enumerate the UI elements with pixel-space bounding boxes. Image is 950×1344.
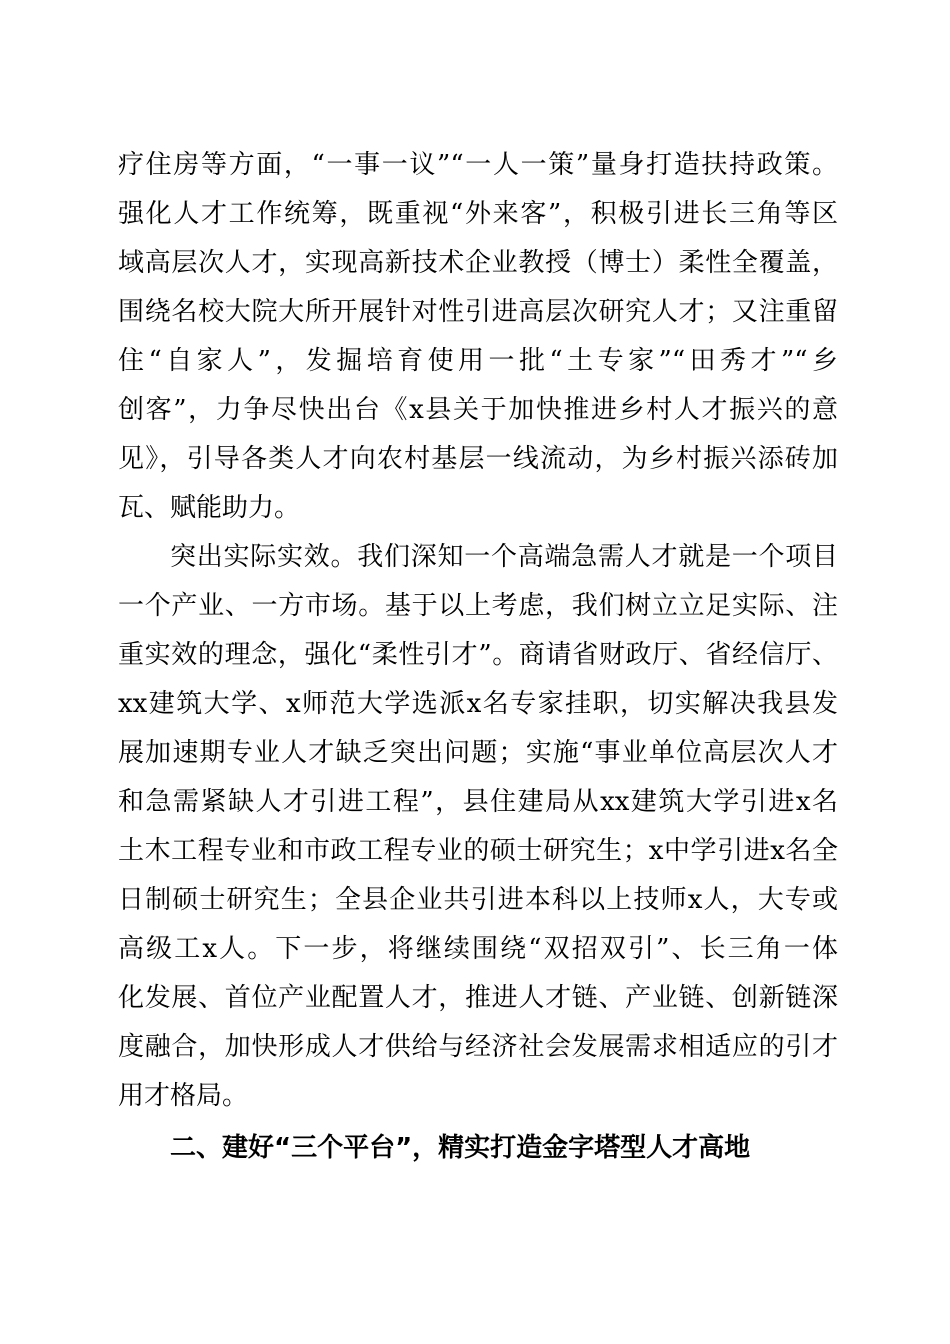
paragraph-2-line-7: 土木工程专业和市政工程专业的硕士研究生；x中学引进x名全 [118, 836, 838, 866]
paragraph-2-line-1: 突出实际实效。我们深知一个高端急需人才就是一个项目 [170, 542, 838, 572]
paragraph-2-line-10: 化发展、首位产业配置人才，推进人才链、产业链、创新链深 [118, 983, 838, 1013]
section-heading: 二、建好“三个平台”，精实打造金字塔型人才高地 [170, 1133, 751, 1163]
paragraph-2-line-4: xx建筑大学、x师范大学选派x名专家挂职，切实解决我县发 [118, 689, 838, 719]
paragraph-2-line-9: 高级工x人。下一步，将继续围绕“双招双引”、长三角一体 [118, 934, 838, 964]
paragraph-2-line-8: 日制硕士研究生；全县企业共引进本科以上技师x人，大专或 [118, 885, 838, 915]
paragraph-1-line-2: 强化人才工作统筹，既重视“外来客”，积极引进长三角等区 [118, 199, 838, 229]
paragraph-2-line-12: 用才格局。 [118, 1081, 249, 1111]
paragraph-1-line-1: 疗住房等方面，“一事一议”“一人一策”量身打造扶持政策。 [118, 150, 838, 180]
paragraph-1-line-8: 瓦、赋能助力。 [118, 493, 301, 523]
paragraph-1-line-5: 住“自家人”，发掘培育使用一批“土专家”“田秀才”“乡 [118, 346, 838, 376]
paragraph-2-line-6: 和急需紧缺人才引进工程”，县住建局从xx建筑大学引进x名 [118, 787, 838, 817]
paragraph-2-line-3: 重实效的理念，强化“柔性引才”。商请省财政厅、省经信厅、 [118, 640, 838, 670]
paragraph-2-line-2: 一个产业、一方市场。基于以上考虑，我们树立立足实际、注 [118, 591, 838, 621]
paragraph-1-line-6: 创客”，力争尽快出台《x县关于加快推进乡村人才振兴的意 [118, 395, 838, 425]
paragraph-2-line-5: 展加速期专业人才缺乏突出问题；实施“事业单位高层次人才 [118, 738, 838, 768]
paragraph-1-line-4: 围绕名校大院大所开展针对性引进高层次研究人才；又注重留 [118, 297, 838, 327]
paragraph-1-line-3: 域高层次人才，实现高新技术企业教授（博士）柔性全覆盖， [118, 248, 838, 278]
paragraph-1-line-7: 见》，引导各类人才向农村基层一线流动，为乡村振兴添砖加 [118, 444, 838, 474]
paragraph-2-line-11: 度融合，加快形成人才供给与经济社会发展需求相适应的引才 [118, 1032, 838, 1062]
